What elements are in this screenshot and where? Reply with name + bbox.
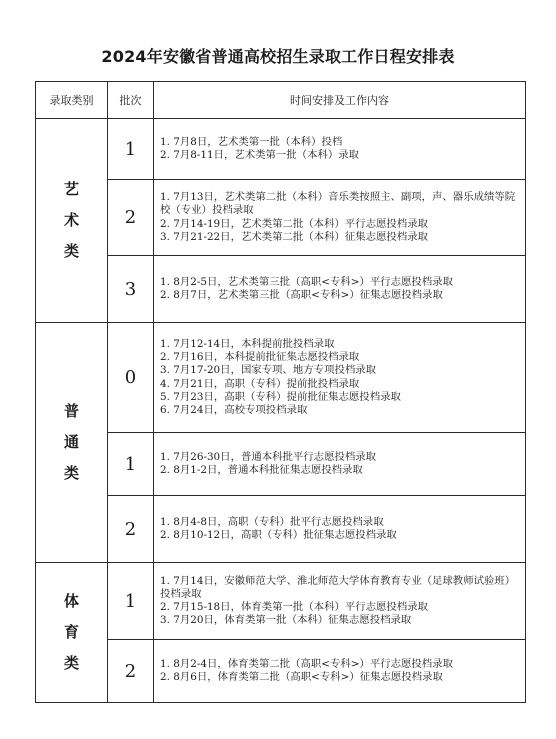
category-char: 通 (63, 433, 79, 451)
list-item: 1. 7月14日，安徽师范大学、淮北师范大学体育教育专业（足球教师试验班）投档录取 (160, 574, 516, 600)
list-item: 1. 8月4-8日，高职（专科）批平行志愿投档录取 (160, 515, 384, 528)
content-cell (154, 119, 526, 180)
list-item: 2. 7月15-18日，体育类第一批（本科）平行志愿投档录取 (160, 601, 428, 613)
header-content: 时间安排及工作内容 (154, 82, 526, 119)
list-item: 5. 7月23日，高职（专科）提前批征集志愿投档录取 (160, 390, 401, 403)
content-cell (154, 323, 526, 433)
batch-cell: 3 (108, 256, 154, 323)
list-item: 2. 7月14-19日，艺术类第二批（本科）平行志愿投档录取 (160, 217, 428, 230)
content-cell (154, 496, 526, 563)
category-cell-general (36, 323, 108, 563)
category-char: 普 (63, 402, 79, 420)
batch-cell: 2 (108, 640, 154, 703)
list-item: 1. 7月26-30日，普通本科批平行志愿投档录取 (160, 450, 377, 463)
batch-cell: 0 (108, 323, 154, 433)
content-cell (154, 256, 526, 323)
table-row (36, 323, 526, 433)
category-char: 类 (63, 464, 79, 482)
list-item: 3. 7月17-20日，国家专项、地方专项投档录取 (160, 364, 377, 377)
list-item: 2. 8月1-2日，普通本科批征集志愿投档录取 (160, 464, 363, 476)
category-char: 艺 (63, 180, 79, 198)
list-item: 4. 7月21日，高职（专科）提前批投档录取 (160, 377, 360, 390)
list-item: 3. 7月20日，体育类第一批（本科）征集志愿投档录取 (160, 614, 412, 627)
header-category: 录取类别 (36, 82, 108, 119)
category-label (36, 174, 107, 267)
list-item: 1. 8月2-5日，艺术类第三批（高职<专科>）平行志愿投档录取 (160, 275, 453, 288)
content-cell (154, 180, 526, 256)
category-cell-art (36, 119, 108, 323)
table-row (36, 640, 526, 703)
category-char: 体 (63, 592, 79, 610)
category-char: 类 (63, 242, 79, 260)
content-cell (154, 640, 526, 703)
list-item: 1. 8月2-4日，体育类第二批（高职<专科>）平行志愿投档录取 (160, 657, 453, 670)
category-cell-sports (36, 563, 108, 703)
list-item: 2. 8月6日，体育类第二批（高职<专科>）征集志愿投档录取 (160, 671, 443, 683)
batch-cell: 1 (108, 119, 154, 180)
content-cell (154, 563, 526, 640)
category-char: 术 (63, 211, 79, 229)
table-row (36, 433, 526, 496)
table-row (36, 563, 526, 640)
header-batch: 批次 (108, 82, 154, 119)
category-char: 类 (63, 654, 79, 672)
list-item: 2. 8月7日，艺术类第三批（高职<专科>）征集志愿投档录取 (160, 289, 443, 301)
batch-cell: 2 (108, 180, 154, 256)
table-row (36, 496, 526, 563)
category-label (36, 396, 107, 489)
list-item: 2. 8月10-12日，高职（专科）批征集志愿投档录取 (160, 529, 397, 541)
content-cell (154, 433, 526, 496)
table-row (36, 119, 526, 180)
table-header-row (36, 82, 526, 119)
list-item: 2. 7月8-11日，艺术类第一批（本科）录取 (160, 149, 360, 161)
list-item: 1. 7月12-14日，本科提前批投档录取 (160, 337, 335, 350)
category-label (36, 586, 107, 679)
list-item: 6. 7月24日，高校专项投档录取 (160, 403, 308, 416)
page-title: 2024年安徽省普通高校招生录取工作日程安排表 (101, 47, 455, 66)
batch-cell: 1 (108, 433, 154, 496)
list-item: 2. 7月16日，本科提前批征集志愿投档录取 (160, 351, 360, 364)
list-item: 1. 7月13日，艺术类第二批（本科）音乐类按照主、副项，声、器乐成绩等院校（专业）投档录取 (160, 191, 516, 217)
batch-cell: 1 (108, 563, 154, 640)
table-row (36, 180, 526, 256)
batch-cell: 2 (108, 496, 154, 563)
category-char: 育 (63, 623, 79, 641)
list-item: 1. 7月8日，艺术类第一批（本科）投档 (160, 135, 343, 148)
schedule-table (35, 81, 526, 703)
table-row (36, 256, 526, 323)
list-item: 3. 7月21-22日，艺术类第二批（本科）征集志愿投档录取 (160, 230, 428, 243)
